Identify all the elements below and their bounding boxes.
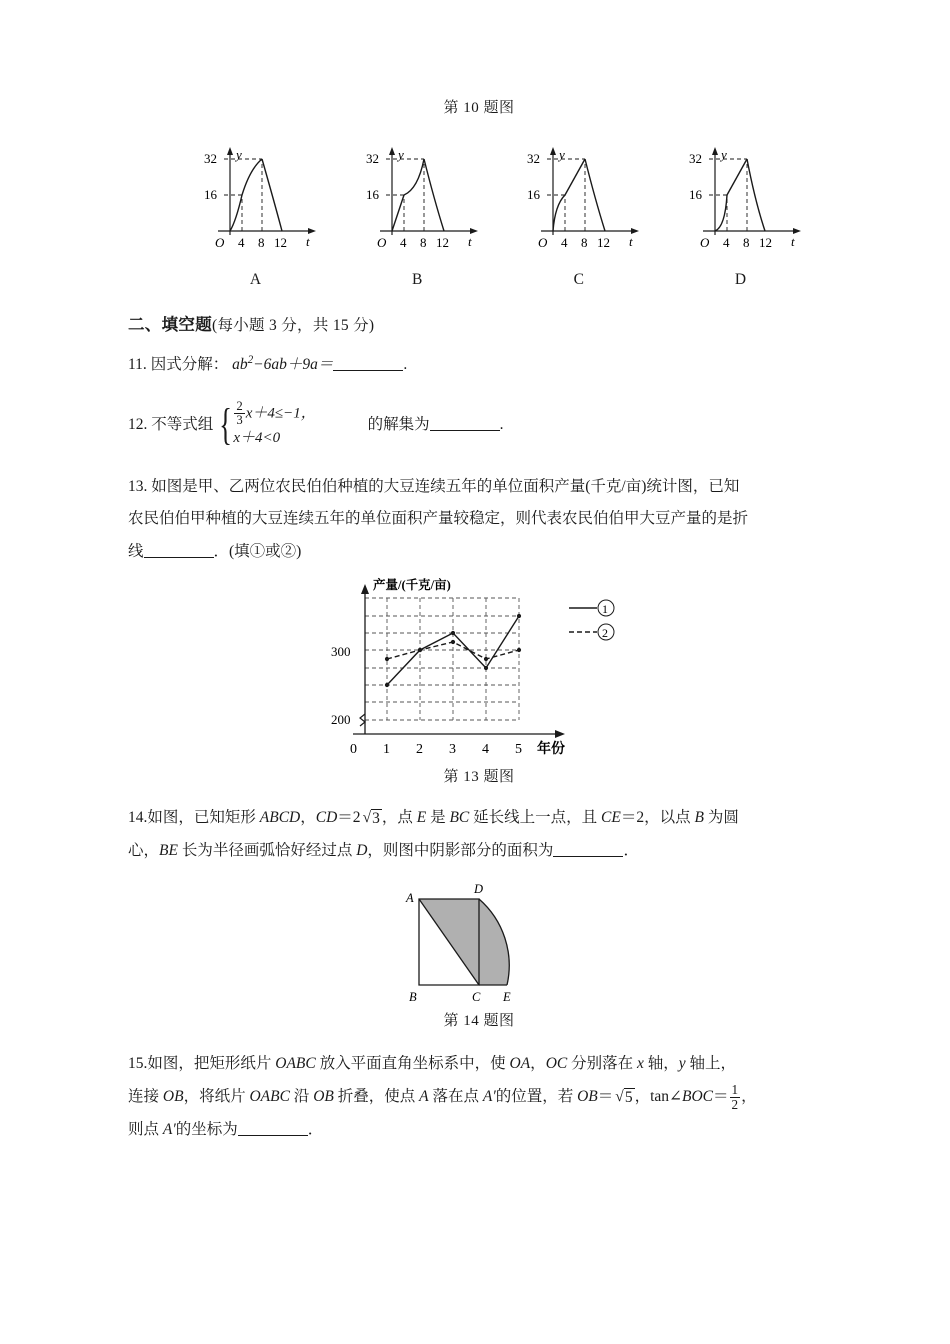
q15-axis2: 轴上， xyxy=(685,1055,737,1073)
q15-l2-m1: ，将纸片 xyxy=(183,1087,250,1105)
q15-radical: √5 xyxy=(615,1087,633,1106)
q15-axis1: 轴， xyxy=(643,1055,679,1073)
question-14-l2-mid: 长为半径画弧恰好经过点 xyxy=(177,841,357,859)
fraction-numerator: 2 xyxy=(236,398,243,413)
question-15-answer-blank[interactable] xyxy=(238,1120,308,1136)
question-14-l2-pre: 心， xyxy=(128,841,160,859)
option-b xyxy=(350,139,485,289)
option-a-tick-4: 4 xyxy=(238,235,245,250)
question-14-seg2: ， xyxy=(300,809,316,827)
q15-l3-period: ． xyxy=(307,1120,324,1138)
q15-l2-m4: 落在点 xyxy=(428,1087,483,1105)
q15-frac-den: 2 xyxy=(731,1096,739,1112)
question-12 xyxy=(128,400,830,451)
option-a-tick-32: 32 xyxy=(204,151,217,166)
question-11-period: . xyxy=(403,356,408,374)
q15-c1: ， xyxy=(530,1055,546,1073)
question-14-ce: CE xyxy=(601,809,621,827)
label-point-d: D xyxy=(474,882,484,897)
q15-l2-m6: ，tan∠ xyxy=(634,1087,682,1105)
option-b-graph xyxy=(350,139,485,254)
option-d-graph xyxy=(673,139,808,254)
figure-10-caption: 第 10 题图 xyxy=(443,100,515,116)
question-14-seg1: 如图，已知矩形 xyxy=(147,809,260,827)
q15-l2-eq: ＝ xyxy=(597,1087,614,1105)
option-b-tick-12: 12 xyxy=(435,235,449,250)
option-a xyxy=(188,139,323,289)
question-10-options xyxy=(128,139,830,289)
chart-x-tick-2: 2 xyxy=(416,742,423,758)
figure-14-caption: 第 14 题图 xyxy=(443,1013,515,1030)
q15-boc: BOC xyxy=(682,1087,713,1105)
question-13-line-3-pre: 线 xyxy=(128,542,144,560)
chart-x-tick-4: 4 xyxy=(482,742,489,758)
chart-x-tick-5: 5 xyxy=(515,742,522,758)
system-row-2: x＋4<0 xyxy=(233,430,281,447)
option-b-origin: O xyxy=(376,235,387,250)
option-a-label: A xyxy=(249,271,262,288)
question-14-point-d: D xyxy=(356,841,368,859)
q15-l2-pre: 连接 xyxy=(128,1087,163,1105)
rectangle-arc-figure xyxy=(379,877,579,1007)
question-12-prompt: 不等式组 xyxy=(151,415,214,433)
option-b-tick-4: 4 xyxy=(399,235,407,250)
option-d-x-label: t xyxy=(790,234,795,249)
question-13-line-2: 农民伯伯甲种植的大豆连续五年的单位面积产量较稳定，则代表农民伯伯甲大豆产量的是折 xyxy=(128,510,749,528)
label-point-c: C xyxy=(472,990,481,1005)
question-11-expr-b: −6ab＋9a＝ xyxy=(253,356,334,374)
q15-l2-m3: 折叠，使点 xyxy=(333,1087,420,1105)
q15-oabc: OABC xyxy=(249,1087,290,1105)
question-12-prompt-2: 的解集为 xyxy=(367,415,430,433)
question-14-seg5: 延长线上一点，且 xyxy=(469,809,602,827)
chart-legend xyxy=(569,600,614,640)
section-heading xyxy=(128,311,830,335)
option-c-tick-8: 8 xyxy=(581,235,588,250)
q15-y: y xyxy=(678,1055,686,1073)
option-b-x-label: t xyxy=(467,234,472,249)
chart-y-tick-200: 200 xyxy=(331,712,351,728)
label-point-e: E xyxy=(503,990,511,1005)
option-d-tick-12: 12 xyxy=(758,235,772,250)
question-12-answer-blank[interactable] xyxy=(430,415,500,431)
question-14-point-e: E xyxy=(416,809,427,827)
q15-rect-name: OABC xyxy=(275,1055,316,1073)
q15-oa: OA xyxy=(509,1055,531,1073)
question-11-expr-a: ab xyxy=(232,356,248,374)
option-c-tick-4: 4 xyxy=(561,235,568,250)
question-14-seg6: 为圆 xyxy=(703,809,739,827)
question-14-point-b: B xyxy=(694,809,704,827)
question-14-line-2 xyxy=(128,835,830,868)
soybean-yield-line-chart xyxy=(329,576,629,761)
q15-radicand: 5 xyxy=(624,1088,633,1106)
option-a-x-label: t xyxy=(306,234,310,249)
question-14-seg4: 是 xyxy=(426,809,450,827)
chart-x-tick-3: 3 xyxy=(449,742,456,758)
shaded-sector-cde xyxy=(479,899,509,985)
question-12-number: 12. xyxy=(128,415,148,433)
q15-l3-a-prime: A′ xyxy=(162,1120,176,1138)
option-d-y-label: y xyxy=(720,147,727,162)
question-14-figure-wrap xyxy=(128,877,830,1007)
option-b-label: B xyxy=(411,271,423,288)
chart-y-tick-300: 300 xyxy=(331,644,351,660)
chart-x-tick-0: 0 xyxy=(350,742,357,758)
chart-x-tick-1: 1 xyxy=(383,742,390,758)
axis-break-symbol xyxy=(360,714,365,726)
question-11-expr-exponent: 2 xyxy=(247,354,254,366)
option-b-tick-16: 16 xyxy=(365,187,379,202)
option-a-y-label: y xyxy=(236,147,242,162)
question-14-l2-post: ，则图中阴影部分的面积为 xyxy=(367,841,554,859)
option-a-origin: O xyxy=(215,235,225,250)
option-c-label: C xyxy=(573,271,584,288)
system-row-1: x＋4≤−1， xyxy=(245,405,316,422)
option-b-y-label: y xyxy=(397,147,404,162)
option-d-tick-32: 32 xyxy=(688,151,702,166)
question-11-prompt: 因式分解： xyxy=(150,356,229,374)
option-d-label: D xyxy=(734,271,747,288)
question-14-cd: CD xyxy=(315,809,338,827)
question-14-eq2: ＝2，以点 xyxy=(620,809,695,827)
label-point-b: B xyxy=(409,990,417,1005)
question-13-line-3-post: ．(填①或②) xyxy=(213,542,302,560)
q15-l2-m2: 沿 xyxy=(289,1087,314,1105)
option-d xyxy=(673,139,808,289)
question-11-number: 11. xyxy=(128,356,147,374)
question-14-answer-blank[interactable] xyxy=(553,841,623,857)
option-d-tick-8: 8 xyxy=(742,235,750,250)
q15-point-a: A xyxy=(419,1087,429,1105)
question-13-line-2-wrap xyxy=(128,503,830,536)
question-11-answer-blank[interactable] xyxy=(333,356,403,372)
question-13-chart-wrap xyxy=(128,576,830,761)
q15-l1-pre: 如图，把矩形纸片 xyxy=(147,1055,276,1073)
question-11 xyxy=(128,349,830,382)
option-a-tick-8: 8 xyxy=(258,235,265,250)
question-14-radical: √3 xyxy=(362,809,380,828)
question-15-line-2 xyxy=(128,1081,830,1114)
q15-l2-eq2: ＝ xyxy=(713,1087,729,1105)
option-a-tick-16: 16 xyxy=(204,187,217,202)
option-d-origin: O xyxy=(699,235,710,250)
legend-label-1: 1 xyxy=(602,602,608,617)
q15-ob-1: OB xyxy=(162,1087,184,1105)
option-c-tick-16: 16 xyxy=(527,187,541,202)
question-14-be: BE xyxy=(159,841,178,859)
q15-frac-num: 1 xyxy=(731,1082,739,1098)
q15-l1-mid: 放入平面直角坐标系中，使 xyxy=(315,1055,510,1073)
question-14-number: 14. xyxy=(128,809,148,827)
question-13-line-3-wrap xyxy=(128,536,830,569)
q15-x: x xyxy=(637,1055,644,1073)
chart-x-axis-label: 年份 xyxy=(537,742,565,758)
option-d-tick-4: 4 xyxy=(722,235,730,250)
q15-l2-comma: ， xyxy=(741,1087,757,1105)
section-title: 二、填空题 xyxy=(128,315,212,334)
option-d-tick-16: 16 xyxy=(688,187,702,202)
option-c xyxy=(511,139,646,289)
option-c-x-label: t xyxy=(629,234,633,249)
question-15-number: 15. xyxy=(128,1055,148,1073)
label-point-a: A xyxy=(406,891,414,906)
question-14-rect-name: ABCD xyxy=(259,809,301,827)
q15-oc: OC xyxy=(545,1055,568,1073)
legend-label-2: 2 xyxy=(602,626,608,641)
radicand: 3 xyxy=(372,810,380,828)
question-14-period: ． xyxy=(623,841,639,859)
q15-point-a-prime: A′ xyxy=(482,1087,496,1105)
option-c-graph xyxy=(511,139,646,254)
figure-13-caption: 第 13 题图 xyxy=(443,769,515,786)
section-points: (每小题 3 分，共 15 分) xyxy=(212,317,375,334)
question-14-seg3: ，点 xyxy=(381,809,417,827)
option-b-tick-8: 8 xyxy=(419,235,427,250)
question-14-bc: BC xyxy=(449,809,470,827)
q15-ob-2: OB xyxy=(313,1087,334,1105)
q15-l3-post: 的坐标为 xyxy=(175,1120,238,1138)
option-c-tick-12: 12 xyxy=(597,235,611,250)
system-fraction xyxy=(234,400,244,428)
q15-l2-m5: 的位置，若 xyxy=(495,1087,578,1105)
question-15 xyxy=(128,1048,830,1081)
question-14 xyxy=(128,802,830,835)
option-a-graph xyxy=(188,139,323,254)
system-rows xyxy=(233,400,315,451)
q15-l3-pre: 则点 xyxy=(128,1120,163,1138)
question-12-system: { $\frac{2}{3}$ x＋4≤−1， x＋4<0 xyxy=(219,398,316,450)
chart-title: 产量/(千克/亩) xyxy=(373,578,451,593)
q15-ob-3: OB xyxy=(577,1087,598,1105)
question-13-number: 13. xyxy=(128,477,148,495)
question-13-answer-blank[interactable] xyxy=(144,542,214,558)
fraction-denominator: 3 xyxy=(236,413,243,428)
question-14-eq: ＝2 xyxy=(337,809,361,827)
question-15-line-3 xyxy=(128,1114,830,1147)
question-13 xyxy=(128,471,830,504)
option-a-tick-12: 12 xyxy=(274,235,287,250)
question-13-line-1: 如图是甲、乙两位农民伯伯种植的大豆连续五年的单位面积产量(千克/亩)统计图，已知 xyxy=(151,477,740,495)
option-c-origin: O xyxy=(538,235,548,250)
option-b-tick-32: 32 xyxy=(365,151,379,166)
q15-fraction xyxy=(730,1083,741,1112)
option-c-tick-32: 32 xyxy=(527,151,541,166)
q15-l1-post: 分别落在 xyxy=(567,1055,637,1073)
question-12-period: . xyxy=(499,415,504,433)
option-c-y-label: y xyxy=(559,147,566,162)
